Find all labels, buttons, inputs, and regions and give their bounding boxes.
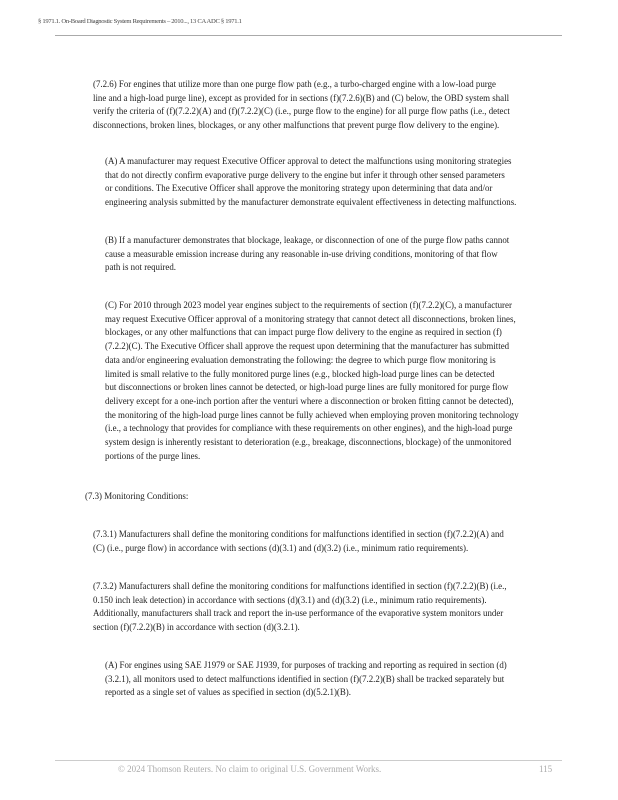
text-line: delivery except for a one-inch portion after the venturi where a disconnection or broken fitting cannot be detected), [105,395,514,406]
heading-7-3 [85,490,188,504]
para-7-2-6 [93,78,510,133]
text-line: cause a measurable emission increase during any reasonable in-use driving conditions, monitoring of that flow [105,248,498,259]
text-line: (A) A manufacturer may request Executive Officer approval to detect the malfunctions using monitoring strategies [105,156,512,166]
text-line: portions of the purge lines. [105,450,201,461]
text-line: (i.e., a technology that provides for compliance with these requirements on other engines), and the high-load purge [105,423,513,434]
copyright-footer: © 2024 Thomson Reuters. No claim to original U.S. Government Works. [118,764,382,774]
text-line: but disconnections or broken lines cannot be detected, or high-load purge lines are fully monitored for purge flow [105,382,509,393]
text-line: (3.2.1), all monitors used to detect malfunctions identified in section (f)(7.2.2)(B) shall be tracked separately but [105,673,505,684]
footer-rule [55,760,562,761]
para-7-2-6-a [105,155,516,210]
text-line: engineering analysis submitted by the manufacturer demonstrate equivalent effectiveness in detecting malfunctions. [105,197,517,208]
text-line: blockages, or any other malfunctions that can impact purge flow delivery to the engine as required in section (f) [105,327,502,338]
para-7-3-2-a [105,659,507,700]
text-line: section (f)(7.2.2)(B) in accordance with section (d)(3.2.1). [93,622,300,633]
text-line: or conditions. The Executive Officer shall approve the monitoring strategy upon determining that data and/or [105,183,493,194]
text-line: (B) If a manufacturer demonstrates that blockage, leakage, or disconnection of one of the purge flow paths cannot [105,235,510,245]
page-number: 115 [539,764,553,774]
text-line: (7.2.2)(C). The Executive Officer shall approve the request upon determining that the manufacturer has submitted [105,341,510,352]
text-line: (7.2.6) For engines that utilize more than one purge flow path (e.g., a turbo-charged engine with a low-load purge [93,79,496,89]
text-line: (C) For 2010 through 2023 model year engines subject to the requirements of section (f)(7.2.2)(C), a manufacturer [105,300,512,310]
text-line: verify the criteria of (f)(7.2.2)(A) and (f)(7.2.2)(C) (i.e., purge flow to the engine) for all purge flow paths (i.e., detect [93,106,510,117]
text-line: path is not required. [105,262,176,273]
text-line: data and/or engineering evaluation demonstrating the following: the degree to which purge flow monitoring is [105,354,496,365]
header-rule [55,35,562,36]
text-line: disconnections, broken lines, blockages, or any other malfunctions that prevent purge flow delivery to the engine). [93,120,500,131]
text-line: the monitoring of the high-load purge lines cannot be fully achieved when employing proven monitoring technology [105,409,519,420]
text-line: system design is inherently resistant to deterioration (e.g., breakage, disconnections, blockage) of the unmonitored [105,437,512,448]
text-line: limited is small relative to the fully monitored purge lines (e.g., blocked high-load purge lines can be detected [105,368,495,379]
para-7-2-6-c [105,299,519,463]
text-line: (7.3.1) Manufacturers shall define the monitoring conditions for malfunctions identified in section (f)(7.2.2)(A) and [93,529,504,539]
text-line: (C) (i.e., purge flow) in accordance with sections (d)(3.1) and (d)(3.2) (i.e., minimum ratio requirements). [93,542,469,553]
para-7-2-6-b [105,234,509,275]
para-7-3-2 [93,580,507,635]
para-7-3-1 [93,528,504,555]
text-line: 0.150 inch leak detection) in accordance with sections (d)(3.1) and (d)(3.2) (i.e., minimum ratio requirements). [93,594,487,605]
text-line: Additionally, manufacturers shall track and report the in-use performance of the evaporative system monitors under [93,608,504,619]
text-line: may request Executive Officer approval of a monitoring strategy that cannot detect all disconnections, broken lines, [105,313,516,324]
text-line: (7.3.2) Manufacturers shall define the monitoring conditions for malfunctions identified in section (f)(7.2.2)(B) (i.e., [93,581,507,591]
text-line: (A) For engines using SAE J1979 or SAE J1939, for purposes of tracking and reporting as required in section (d) [105,660,507,670]
text-line: reported as a single set of values as specified in section (d)(5.2.1)(B). [105,687,351,698]
text-line: (7.3) Monitoring Conditions: [85,491,189,501]
text-line: that do not directly confirm evaporative purge delivery to the engine but infer it through other sensed parameters [105,169,505,180]
text-line: line and a high-load purge line), except as provided for in sections (f)(7.2.6)(B) and (C) below, the OBD system shall [93,92,510,103]
running-header: § 1971.1. On-Board Diagnostic System Requirements – 2010..., 13 CA ADC § 1971.1 [38,18,242,25]
